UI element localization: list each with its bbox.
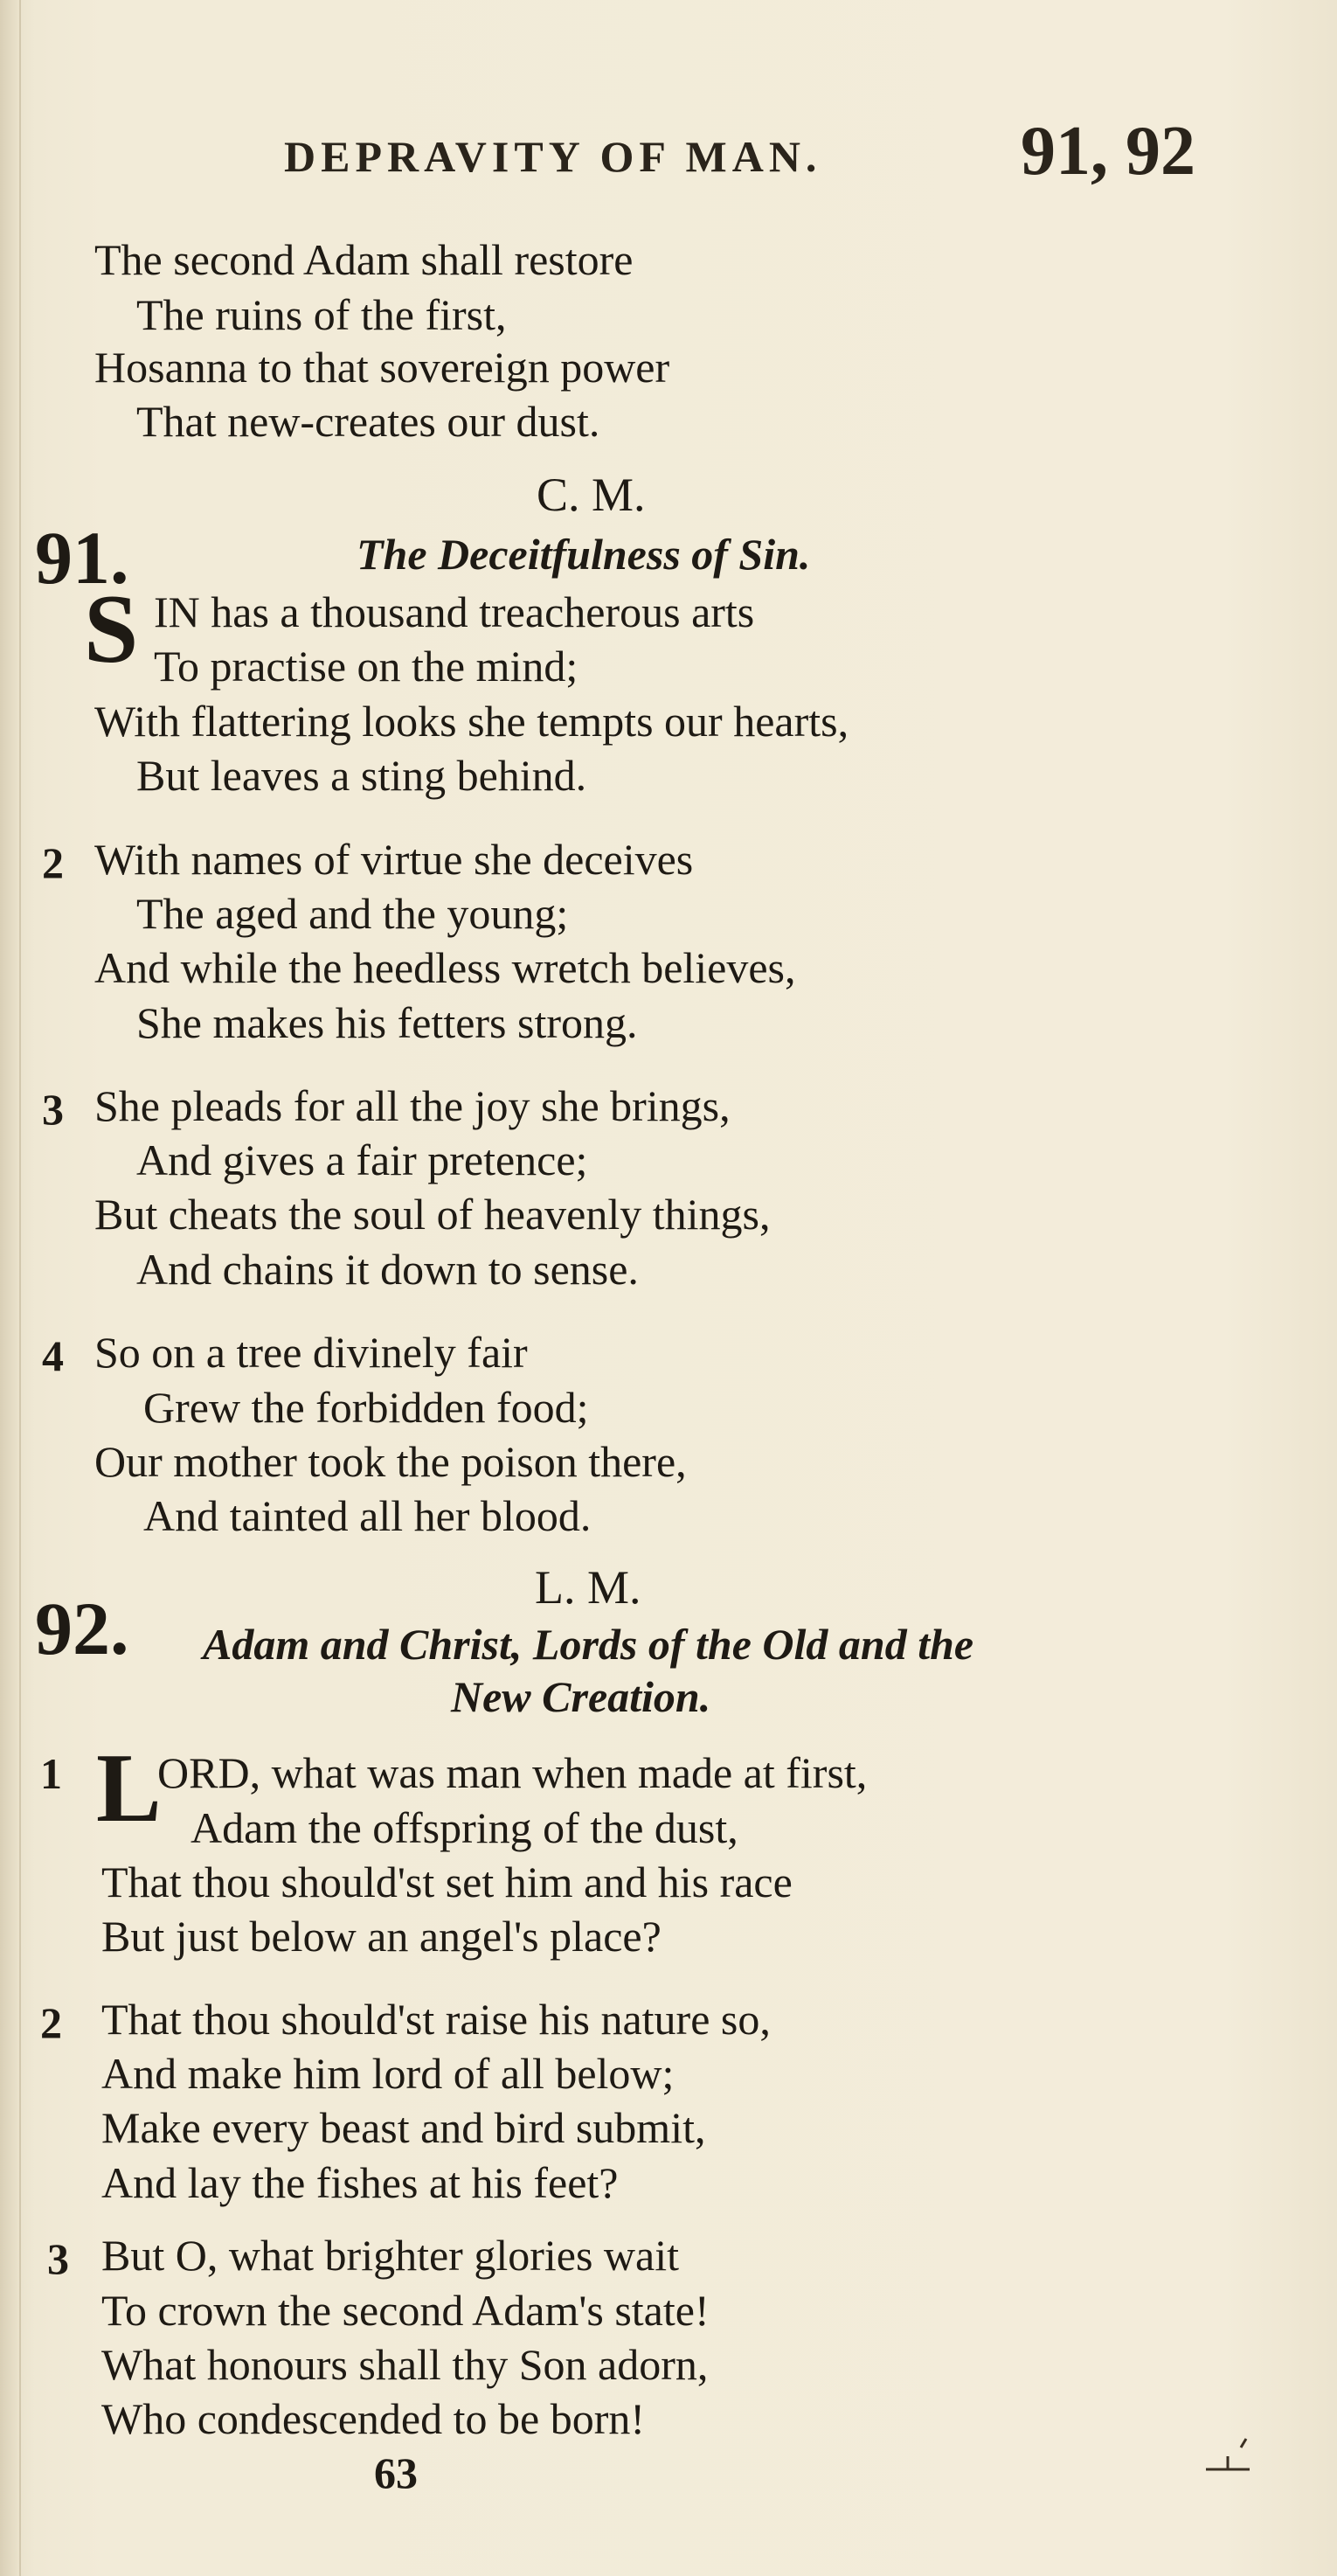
hymn-91-line: Grew the forbidden food; bbox=[143, 1383, 589, 1432]
hymn-92-line: That thou should'st set him and his race bbox=[101, 1857, 793, 1906]
hymn-91-line: And chains it down to sense. bbox=[136, 1245, 639, 1294]
hymn-92-line: That thou should'st raise his nature so, bbox=[101, 1995, 771, 2044]
folio-number: 63 bbox=[374, 2448, 418, 2497]
hymn-91-number: 91. bbox=[35, 516, 129, 600]
hymn-91-line: And tainted all her blood. bbox=[143, 1491, 592, 1540]
hymn-91-meter: C. M. bbox=[537, 469, 646, 521]
hymn-92-line: And make him lord of all below; bbox=[101, 2049, 675, 2098]
hymn-91-dropcap: S bbox=[84, 575, 139, 684]
page-numbers: 91, 92 bbox=[1021, 113, 1195, 190]
hymn-92-title-line1: Adam and Christ, Lords of the Old and the bbox=[203, 1620, 974, 1669]
hymn-92-verse-number: 3 bbox=[47, 2234, 69, 2283]
hymn-92-dropcap: L bbox=[96, 1734, 162, 1843]
carryover-line: The ruins of the first, bbox=[136, 290, 507, 339]
hymn-91-first-line: IN has a thousand treacherous arts bbox=[154, 587, 755, 636]
hymn-92-verse-number: 1 bbox=[40, 1749, 62, 1798]
hymn-92-line: What honours shall thy Son adorn, bbox=[101, 2340, 709, 2389]
page-gutter bbox=[0, 0, 21, 2576]
hymn-91-line: Our mother took the poison there, bbox=[94, 1437, 687, 1486]
hymn-92-title-line2: New Creation. bbox=[451, 1672, 711, 1721]
hymn-92-number: 92. bbox=[35, 1587, 129, 1670]
hymn-91-line: To practise on the mind; bbox=[154, 642, 578, 691]
hymn-92-line: But just below an angel's place? bbox=[101, 1912, 662, 1961]
hymn-91-line: And while the heedless wretch believes, bbox=[94, 943, 796, 992]
hymn-91-line: She pleads for all the joy she brings, bbox=[94, 1081, 731, 1130]
hymn-92-verse-number: 2 bbox=[40, 1998, 62, 2047]
hymn-92-first-line: ORD, what was man when made at first, bbox=[157, 1748, 868, 1797]
hymn-91-line: With names of virtue she deceives bbox=[94, 835, 694, 884]
hymn-91-line: But leaves a sting behind. bbox=[136, 751, 587, 800]
hymn-91-title: The Deceitfulness of Sin. bbox=[357, 530, 811, 579]
carryover-line: The second Adam shall restore bbox=[94, 235, 634, 284]
ornament-icon bbox=[1197, 2430, 1267, 2482]
hymn-91-line: So on a tree divinely fair bbox=[94, 1328, 528, 1377]
hymn-91-verse-number: 3 bbox=[42, 1085, 64, 1134]
carryover-line: Hosanna to that sovereign power bbox=[94, 343, 670, 392]
running-title: DEPRAVITY OF MAN. bbox=[284, 132, 822, 181]
hymn-91-verse-number: 2 bbox=[42, 838, 64, 887]
hymn-91-verse-number: 4 bbox=[42, 1331, 64, 1380]
hymn-92-line: Adam the offspring of the dust, bbox=[191, 1803, 738, 1852]
hymn-91-line: She makes his fetters strong. bbox=[136, 998, 638, 1047]
hymn-91-line: With flattering looks she tempts our hearts, bbox=[94, 697, 849, 746]
hymn-91-line: The aged and the young; bbox=[136, 889, 569, 938]
hymn-92-line: Make every beast and bird submit, bbox=[101, 2103, 706, 2152]
carryover-line: That new-creates our dust. bbox=[136, 397, 600, 446]
hymn-92-line: But O, what brighter glories wait bbox=[101, 2231, 679, 2280]
hymn-92-meter: L. M. bbox=[535, 1561, 641, 1614]
hymn-91-line: And gives a fair pretence; bbox=[136, 1135, 588, 1184]
hymn-92-line: Who condescended to be born! bbox=[101, 2394, 645, 2443]
hymn-91-line: But cheats the soul of heavenly things, bbox=[94, 1190, 771, 1239]
hymn-92-line: To crown the second Adam's state! bbox=[101, 2286, 710, 2335]
hymn-92-line: And lay the fishes at his feet? bbox=[101, 2158, 619, 2207]
